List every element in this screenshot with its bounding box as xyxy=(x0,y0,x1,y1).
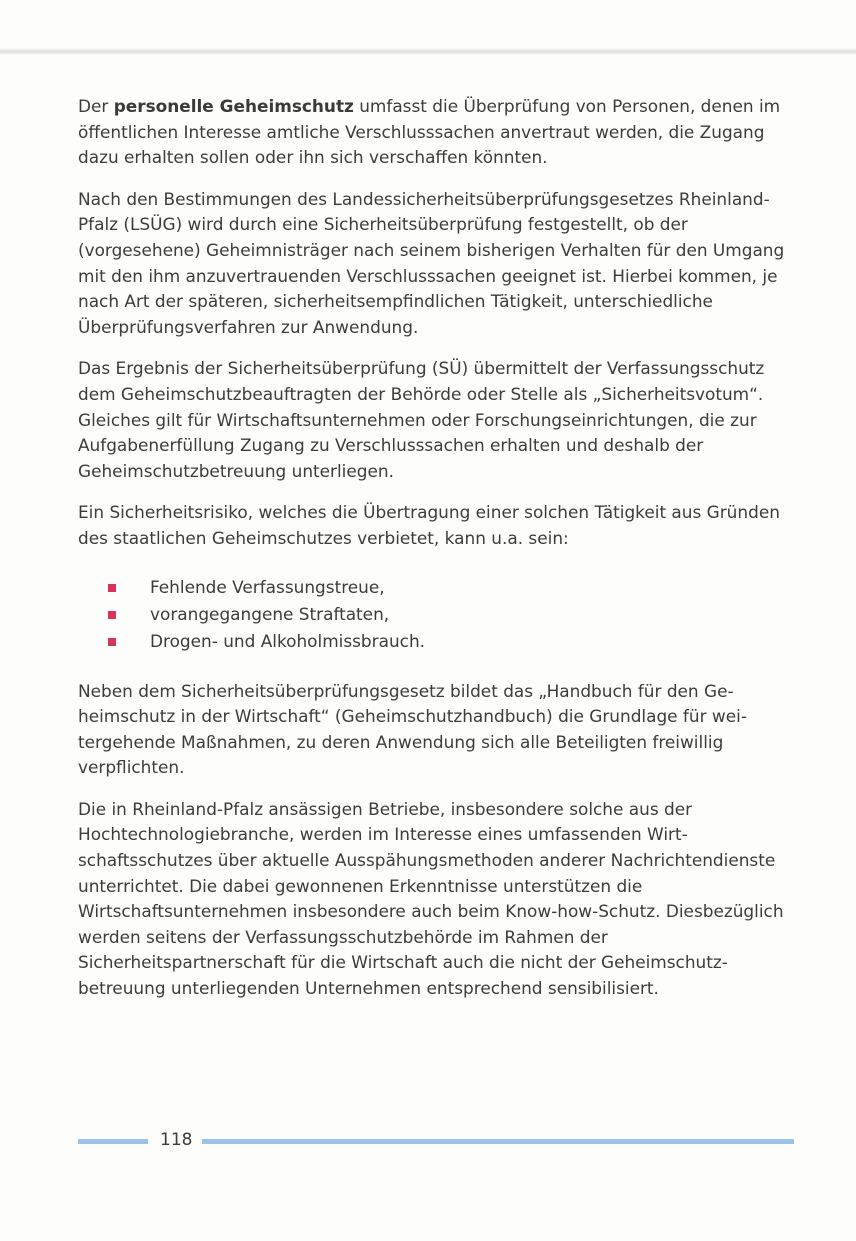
paragraph-handbook: Neben dem Sicherheitsüberprüfungsgesetz bildet das „Handbuch für den Geheimschutz in der Wirtschaft“ (Geheimschutzhandbuch) die Grundlage für weitergehende Maßnahmen, zu deren Anwendung sich alle Beteiligten freiwillig verpflichten. xyxy=(78,680,747,778)
footer-rule-right xyxy=(202,1139,794,1144)
paragraph-security-vote: Das Ergebnis der Sicherheitsüberprüfung (SÜ) übermittelt der Verfassungsschutz dem Geheimschutzbeauftragten der Behörde oder Stelle als „Sicherheitsvotum“. Gleiches gilt für Wirtschaftsunternehmen oder Forschungseinrichtungen, die zur Aufgabenerfüllung Zugang zu Verschlusssachen erhalten und deshalb der Geheimschutzbetreuung unterliegen. xyxy=(78,358,765,481)
top-divider xyxy=(0,48,856,55)
paragraph-text: umfasst die Überprüfung von Personen, denen im öffentlichen Interesse amtliche Verschlusssachen anvertraut werden, die Zugang dazu erhalten sollen oder ihn sich verschaffen könnten. xyxy=(78,96,781,168)
page-number: 118 xyxy=(160,1130,193,1150)
list-item xyxy=(150,601,788,628)
square-bullet-icon xyxy=(108,584,116,592)
paragraph-economic-protection: Die in Rheinland-Pfalz ansässigen Betriebe, insbesondere solche aus der Hochtechnologiebranche, werden im Interesse eines umfassenden Wirtschaftsschutzes über aktuelle Ausspähungsmethoden anderer Nachrichtendienste unterrichtet. Die dabei gewonnenen Erkenntnisse unterstützen die Wirtschaftsunternehmen insbesondere auch beim Know-how-Schutz. Diesbezüglich werden seitens der Verfassungsschutzbehörde im Rahmen der Sicherheitspartnerschaft für die Wirtschaft auch die nicht der Geheimschutzbetreuung unterliegenden Unternehmen entsprechend sensibilisiert. xyxy=(78,798,784,999)
emphasis-term: personelle Geheimschutz xyxy=(113,96,354,116)
square-bullet-icon xyxy=(108,638,116,646)
list-item-text: Drogen- und Alkoholmissbrauch. xyxy=(150,630,426,651)
list-item xyxy=(150,628,788,655)
paragraph-personnel-security xyxy=(78,94,788,171)
paragraph-security-risk: Ein Sicherheitsrisiko, welches die Übertragung einer solchen Tätigkeit aus Gründen des staatlichen Geheimschutzes verbietet, kann u.a. sein: xyxy=(78,502,780,548)
list-item-text: vorangegangene Straftaten, xyxy=(150,603,390,624)
paragraph-lsueg: Nach den Bestimmungen des Landessicherheitsüberprüfungsgesetzes Rheinland-Pfalz (LSÜG) wird durch eine Sicherheitsüberprüfung festgestellt, ob der (vorgesehene) Geheimnisträger nach seinem bisherigen Verhalten für den Umgang mit den ihm anzuvertrauenden Verschlusssachen geeignet ist. Hierbei kommen, je nach Art der späteren, sicherheitsempfindlichen Tätigkeit, unterschiedliche Überprüfungsverfahren zur Anwendung. xyxy=(78,188,785,337)
page-body xyxy=(78,94,788,1018)
page-footer xyxy=(78,1127,794,1153)
list-item-text: Fehlende Verfassungstreue, xyxy=(150,576,385,597)
list-item xyxy=(150,574,788,601)
paragraph-text: Der xyxy=(78,96,114,116)
square-bullet-icon xyxy=(108,611,116,619)
footer-rule-left xyxy=(78,1139,148,1144)
security-risk-list xyxy=(78,574,788,655)
